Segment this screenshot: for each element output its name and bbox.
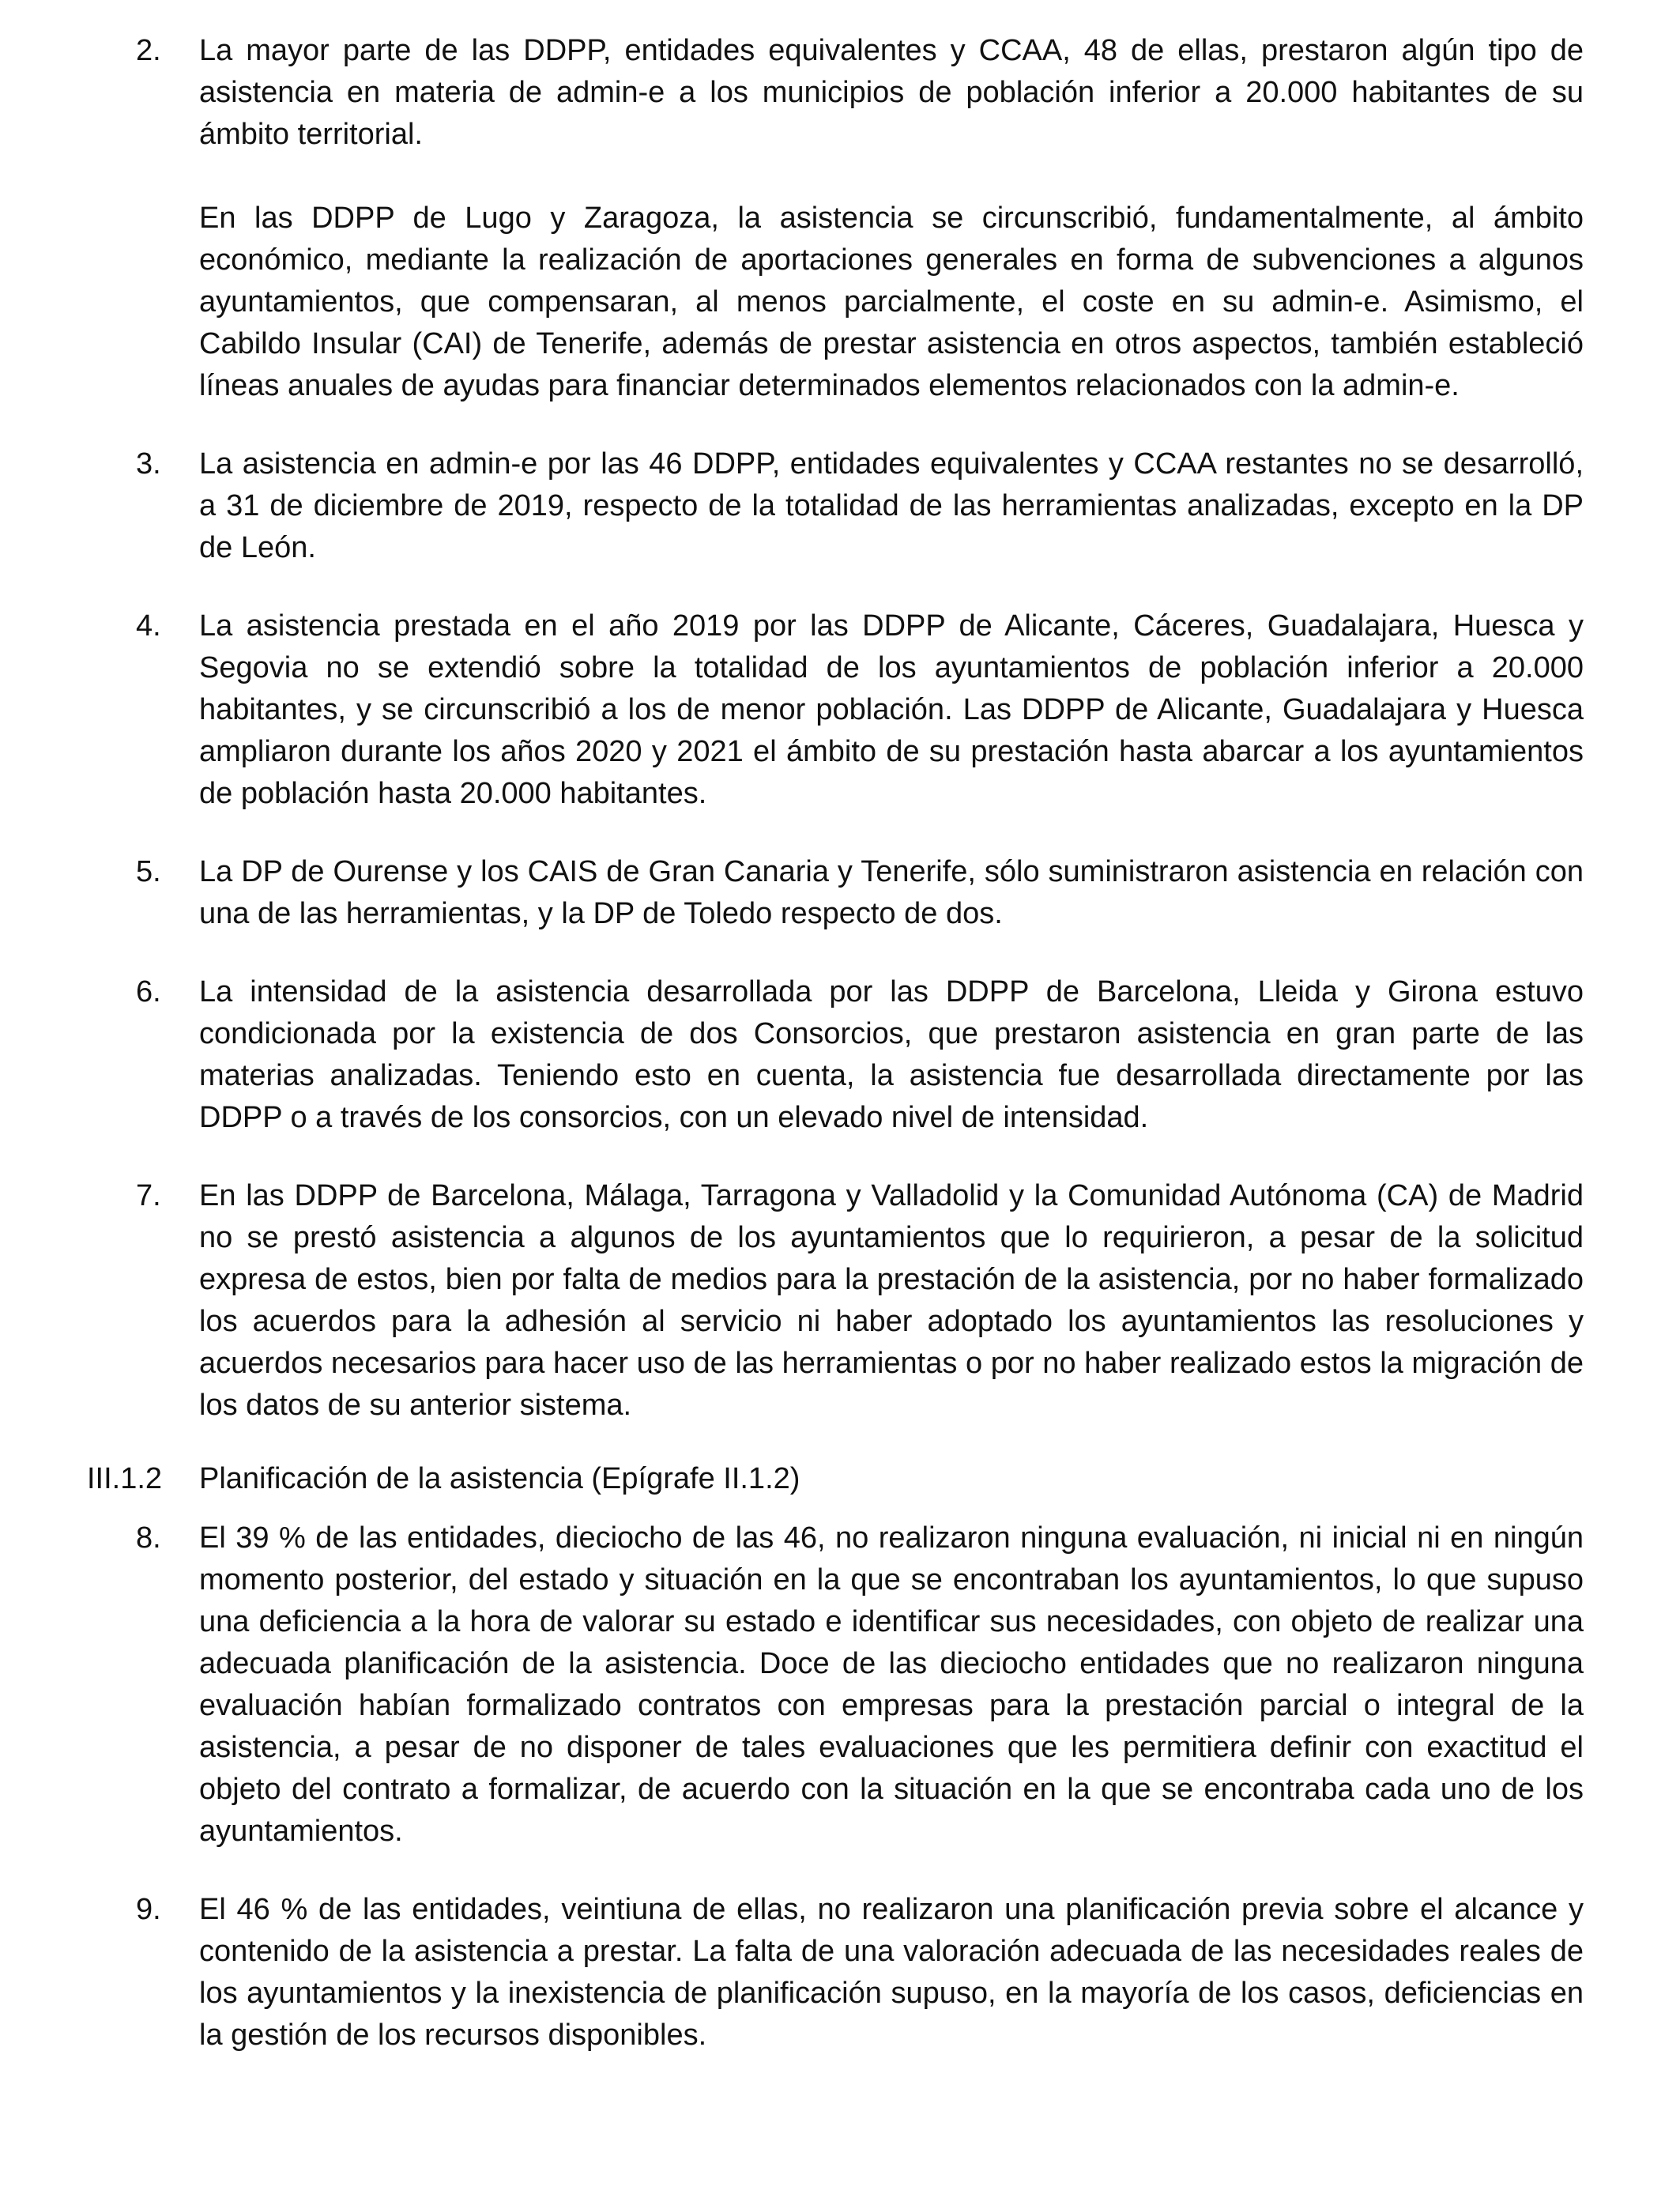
item-paragraph: La asistencia prestada en el año 2019 por las DDPP de Alicante, Cáceres, Guadalajara, Huesca y Segovia no se extendió sobre la totalidad de los ayuntamientos de población inferior a 20.000 habitantes, y se circunscribió a los de menor población. Las DDPP de Alicante, Guadalajara y Huesca ampliaron durante los años 2020 y 2021 el ámbito de su prestación hasta abarcar a los ayuntamientos de población hasta 20.000 habitantes. — [199, 609, 1584, 810]
section-title: Planificación de la asistencia (Epígrafe II.1.2) — [199, 1462, 800, 1495]
item-number: 4. — [136, 609, 161, 643]
item-paragraph: La DP de Ourense y los CAIS de Gran Canaria y Tenerife, sólo suministraron asistencia en relación con una de las herramientas, y la DP de Toledo respecto de dos. — [199, 855, 1584, 930]
item-number: 9. — [136, 1893, 161, 1926]
item-paragraph: En las DDPP de Barcelona, Málaga, Tarragona y Valladolid y la Comunidad Autónoma (CA) de Madrid no se prestó asistencia a algunos de los ayuntamientos que lo requirieron, a pesar de la solicitud expresa de estos, bien por falta de medios para la prestación de la asistencia, por no haber formalizado los acuerdos para la adhesión al servicio ni haber adoptado los ayuntamientos las resoluciones y acuerdos necesarios para hacer uso de las herramientas o por no haber realizado estos la migración de los datos de su anterior sistema. — [199, 1179, 1584, 1422]
item-number: 6. — [136, 975, 161, 1008]
list-item — [87, 1175, 1584, 1427]
list-item — [87, 971, 1584, 1139]
section-heading — [87, 1458, 1584, 1500]
list-item — [87, 443, 1584, 569]
item-paragraph: La intensidad de la asistencia desarrollada por las DDPP de Barcelona, Lleida y Girona estuvo condicionada por la existencia de dos Consorcios, que prestaron asistencia en gran parte de las materias analizadas. Teniendo esto en cuenta, la asistencia fue desarrollada directamente por las DDPP o a través de los consorcios, con un elevado nivel de intensidad. — [199, 975, 1584, 1134]
item-paragraph: La asistencia en admin-e por las 46 DDPP, entidades equivalentes y CCAA restantes no se desarrolló, a 31 de diciembre de 2019, respecto de la totalidad de las herramientas analizadas, excepto en la DP de León. — [199, 447, 1584, 564]
item-number: 7. — [136, 1179, 161, 1212]
list-item — [87, 30, 1584, 407]
item-number: 5. — [136, 855, 161, 888]
list-item — [87, 1889, 1584, 2056]
item-number: 3. — [136, 447, 161, 481]
item-paragraph: En las DDPP de Lugo y Zaragoza, la asistencia se circunscribió, fundamentalmente, al ámbito económico, mediante la realización de aportaciones generales en forma de subvenciones a algunos ayuntamientos, que compensaran, al menos parcialmente, el coste en su admin-e. Asimismo, el Cabildo Insular (CAI) de Tenerife, además de prestar asistencia en otros aspectos, también estableció líneas anuales de ayudas para financiar determinados elementos relacionados con la admin-e. — [199, 202, 1584, 402]
item-number: 8. — [136, 1521, 161, 1555]
list-item — [87, 1517, 1584, 1853]
item-paragraph: El 39 % de las entidades, dieciocho de las 46, no realizaron ninguna evaluación, ni inicial ni en ningún momento posterior, del estado y situación en la que se encontraban los ayuntamientos, lo que supuso una deficiencia a la hora de valorar su estado e identificar sus necesidades, con objeto de realizar una adecuada planificación de la asistencia. Doce de las dieciocho entidades que no realizaron ninguna evaluación habían formalizado contratos con empresas para la prestación parcial o integral de la asistencia, a pesar de no disponer de tales evaluaciones que les permitiera definir con exactitud el objeto del contrato a formalizar, de acuerdo con la situación en la que se encontraba cada uno de los ayuntamientos. — [199, 1521, 1584, 1848]
item-paragraph: La mayor parte de las DDPP, entidades equivalentes y CCAA, 48 de ellas, prestaron algún tipo de asistencia en materia de admin-e a los municipios de población inferior a 20.000 habitantes de su ámbito territorial. — [199, 34, 1584, 151]
section-number: III.1.2 — [87, 1462, 163, 1495]
list-item — [87, 605, 1584, 815]
item-paragraph: El 46 % de las entidades, veintiuna de ellas, no realizaron una planificación previa sobre el alcance y contenido de la asistencia a prestar. La falta de una valoración adecuada de las necesidades reales de los ayuntamientos y la inexistencia de planificación supuso, en la mayoría de los casos, deficiencias en la gestión de los recursos disponibles. — [199, 1893, 1584, 2052]
item-number: 2. — [136, 34, 161, 67]
list-item — [87, 851, 1584, 935]
